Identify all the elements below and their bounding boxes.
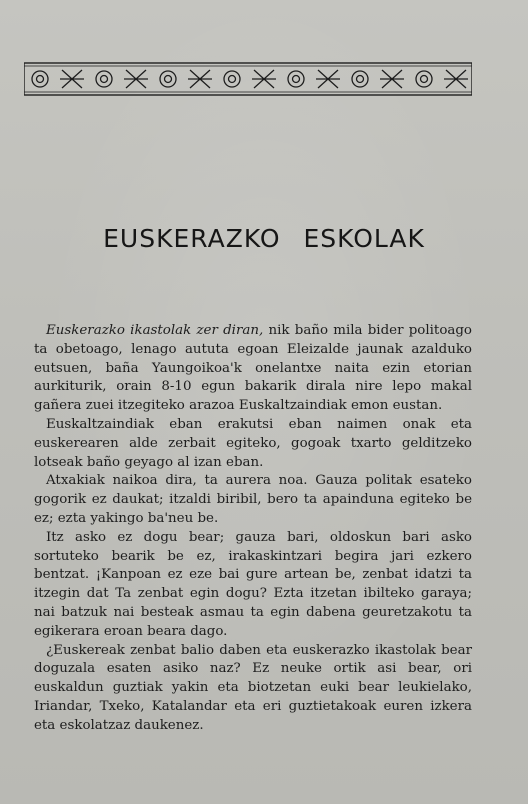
ornament-crossbar	[444, 70, 468, 88]
ornament-rosette-center	[229, 76, 236, 83]
ornament-rosette-center	[101, 76, 108, 83]
paragraph-4-text: Itz asko ez dogu bear; gauza bari, oldoskun bari asko sortuteko bearik be ez, irakaskintzari begira jari ezkero bentzat. ¡Kanpoan ez eze bai gure artean be, zenbat idatzi ta itzegin dat Ta zenbat egin dogu? Ezta itzetan ibilteko garaya; nai batzuk nai besteak asmau ta egin dabena geuretzakotu ta egikerara eroan beara dago.	[34, 529, 472, 639]
ornament-rosette	[352, 71, 368, 87]
paragraph-3-text: Atxakiak naikoa dira, ta aurera noa. Gauza politak esateko gogorik ez daukat; itzaldi biribil, bero ta apainduna egiteko be ez; ezta yakingo ba'neu be.	[34, 473, 472, 526]
ornament-crossbar	[316, 70, 340, 88]
ornament-rosette-center	[165, 76, 172, 83]
paragraph-4	[34, 529, 472, 642]
page-title: EUSKERAZKO ESKOLAK	[103, 224, 425, 253]
ornament-rosette-center	[293, 76, 300, 83]
paragraph-3	[34, 472, 472, 528]
paragraph-5-text: ¿Euskereak zenbat balio daben eta euskerazko ikastolak bear doguzala esaten asiko naz? Ez neuke ortik asi bear, ori euskaldun guztiak yakin eta biotzetan euki bear leukielako, Iriandar, Txeko, Katalandar eta eri guztietakoak euren izkera eta eskolatzaz daukenez.	[34, 642, 472, 733]
ornament-rosette	[96, 71, 112, 87]
paragraph-5	[34, 642, 472, 736]
ornament-rosette	[160, 71, 176, 87]
paragraph-2-text: Euskaltzaindiak eban erakutsi eban naimen onak eta euskerearen alde zerbait egiteko, gogoak txarto gelditzeko lotseak baño geyago al izan eban.	[34, 416, 472, 470]
paragraph-1-text: nik baño mila bider politoago ta obetoago, lenago aututa egoan Eleizalde jaunak azalduko eutsuen, baña Yaungoikoa'k onelantxe naita ezin etorian aurkiturik, orain 8-10 egun bakarik dirala nire lepo makal gañera zuei itzegiteko arazoa Euskaltzaindiak emon eustan.	[34, 323, 472, 414]
ornament-rosette	[32, 71, 48, 87]
paragraph-1-italic-lead: Euskerazko ikastolak zer diran,	[46, 323, 264, 338]
ornament-rosette-center	[357, 76, 364, 83]
ornament-crossbar	[252, 70, 276, 88]
ornament-rosette	[224, 71, 240, 87]
ornament-rosette-center	[421, 76, 428, 83]
ornament-rosette	[288, 71, 304, 87]
paragraph-2	[34, 416, 472, 472]
decorative-floral-border-icon	[24, 62, 472, 96]
ornament-crossbar	[380, 70, 404, 88]
ornament-rosette-center	[37, 76, 44, 83]
ornament-rosette	[416, 71, 432, 87]
ornament-crossbar	[124, 70, 148, 88]
ornament-crossbar	[60, 70, 84, 88]
ornament-crossbar	[188, 70, 212, 88]
article-body	[34, 322, 472, 736]
paragraph-1	[34, 322, 472, 416]
